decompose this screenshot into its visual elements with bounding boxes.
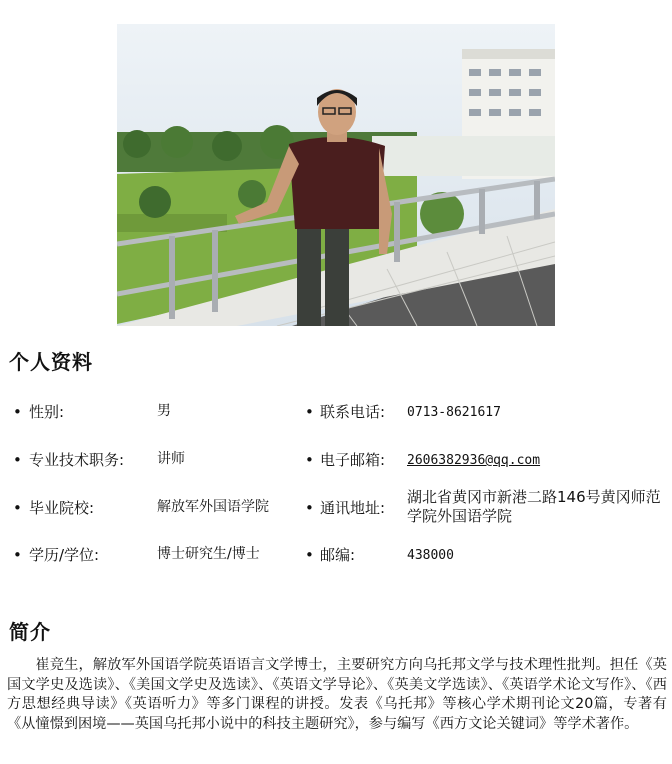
email-link[interactable]: 2606382936@qq.com xyxy=(407,453,541,468)
intro-paragraph: 崔竞生，解放军外国语学院英语语言文学博士，主要研究方向乌托邦文学与技术理性批判。担任《英国文学史及选读》、《美国文学史及选读》、《英语文学导论》、《英美文学选读》、《英语学术论文写作》、《西方思想经典导读》《英语听力》等多门课程的讲授。发表《乌托邦》等核心学术期刊论文20篇，专著有《从憧憬到困境——英国乌托邦小说中的科技主题研究》，参与编写《西方文论关键词》等学术著作。 xyxy=(7,657,667,732)
bullet-icon: • xyxy=(13,403,22,421)
school-value: 解放军外国语学院 xyxy=(157,499,269,515)
job-title-value: 讲师 xyxy=(157,451,185,467)
postcode-value: 438000 xyxy=(407,548,454,563)
bullet-icon: • xyxy=(13,451,22,469)
gender-label: 性别: xyxy=(29,403,65,421)
email-label: 电子邮箱: xyxy=(320,451,386,469)
bullet-icon: • xyxy=(305,403,314,421)
address-value: 湖北省黄冈市新港二路146号黄冈师范学院外国语学院 xyxy=(407,488,661,525)
bullet-icon: • xyxy=(305,499,314,517)
profile-section-title: 个人资料 xyxy=(9,350,93,374)
bullet-icon: • xyxy=(305,546,314,564)
school-label: 毕业院校: xyxy=(29,499,95,517)
degree-value: 博士研究生/博士 xyxy=(157,546,260,562)
address-label: 通讯地址: xyxy=(320,499,386,517)
gender-value: 男 xyxy=(157,403,171,419)
job-title-label: 专业技术职务: xyxy=(29,451,125,469)
degree-label: 学历/学位: xyxy=(29,546,100,564)
intro-section-title: 简介 xyxy=(9,620,51,644)
phone-value: 0713-8621617 xyxy=(407,405,501,420)
bullet-icon: • xyxy=(13,499,22,517)
phone-label: 联系电话: xyxy=(320,403,386,421)
bullet-icon: • xyxy=(13,546,22,564)
postcode-label: 邮编: xyxy=(320,546,356,564)
bullet-icon: • xyxy=(305,451,314,469)
profile-photo xyxy=(117,24,555,326)
